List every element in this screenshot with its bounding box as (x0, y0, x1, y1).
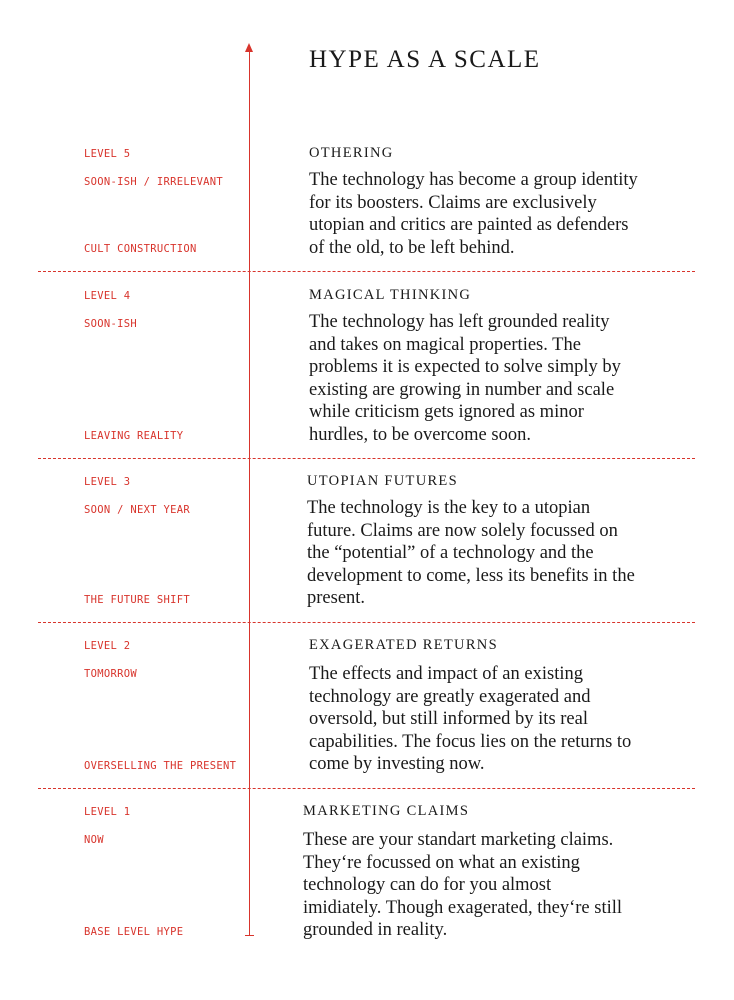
axis-base-tick (245, 935, 254, 936)
level-description: These are your standart marketing claims. They‘re focussed on what an existing technology can do for you almost imidiately. Though exagerated, they‘re still grounded in reality. (303, 830, 623, 941)
timeframe-label: SOON-ISH / IRRELEVANT (84, 176, 224, 188)
level-description: The technology is the key to a utopian future. Claims are now solely focussed on the “potential” of a technology and the development to come, less its benefits in the present. (307, 498, 635, 609)
phase-label: CULT CONSTRUCTION (84, 243, 197, 255)
timeframe-label: SOON / NEXT YEAR (84, 504, 190, 516)
level-label: LEVEL 4 (84, 290, 131, 302)
level-description: The effects and impact of an existing technology are greatly exagerated and oversold, but still informed by its real capabilities. The focus lies on the returns to come by investing now. (309, 664, 632, 775)
timeframe-label: TOMORROW (84, 668, 137, 680)
level-description: The technology has left grounded reality and takes on magical properties. The problems it is expected to solve simply by existing are growing in number and scale while criticism gets ignored as minor hurdles, to be overcome soon. (309, 312, 621, 445)
timeframe-label: NOW (84, 834, 104, 846)
level-label: LEVEL 5 (84, 148, 131, 160)
page-title: HYPE AS A SCALE (309, 46, 541, 73)
level-divider (38, 271, 695, 272)
level-label: LEVEL 3 (84, 476, 131, 488)
axis-line (249, 50, 250, 936)
level-label: LEVEL 2 (84, 640, 131, 652)
level-label: LEVEL 1 (84, 806, 131, 818)
level-heading: MAGICAL THINKING (309, 287, 472, 303)
axis-arrowhead (245, 43, 253, 52)
phase-label: THE FUTURE SHIFT (84, 594, 190, 606)
phase-label: BASE LEVEL HYPE (84, 926, 184, 938)
level-divider (38, 622, 695, 623)
level-description: The technology has become a group identity for its boosters. Claims are exclusively utopian and critics are painted as defenders of the old, to be left behind. (309, 170, 638, 258)
level-divider (38, 458, 695, 459)
level-heading: EXAGERATED RETURNS (309, 637, 498, 653)
level-divider (38, 788, 695, 789)
phase-label: LEAVING REALITY (84, 430, 184, 442)
level-heading: OTHERING (309, 145, 394, 161)
timeframe-label: SOON-ISH (84, 318, 137, 330)
level-heading: UTOPIAN FUTURES (307, 473, 458, 489)
phase-label: OVERSELLING THE PRESENT (84, 760, 237, 772)
level-heading: MARKETING CLAIMS (303, 803, 470, 819)
